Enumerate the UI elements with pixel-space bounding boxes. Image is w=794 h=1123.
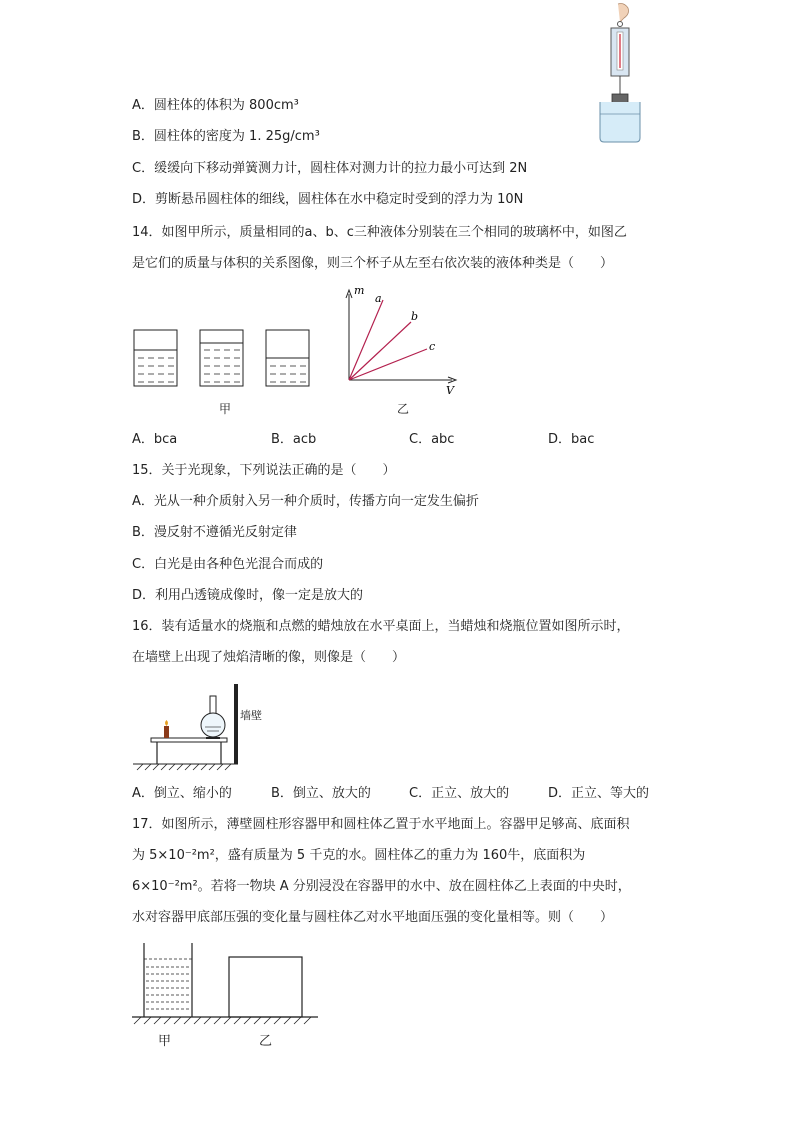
- q16-candle-flask-figure: [133, 682, 243, 772]
- q16-option-d[interactable]: D．正立、等大的: [548, 786, 650, 801]
- q15-option-c[interactable]: C．白光是由各种色光混合而成的: [132, 557, 324, 572]
- axis-v-label: V: [446, 384, 454, 397]
- line-c-label: c: [429, 340, 436, 353]
- line-b-label: b: [411, 310, 419, 323]
- q14-beakers-figure: [132, 328, 312, 390]
- q16-option-c[interactable]: C．正立、放大的: [409, 786, 510, 801]
- q17-cylinder-yi-label: 乙: [259, 1034, 273, 1049]
- q17-stem-line-4: 水对容器甲底部压强的变化量与圆柱体乙对水平地面压强的变化量相等。则（ ）: [132, 910, 614, 925]
- q17-containers-figure: [132, 943, 322, 1025]
- q14-stem-line-2: 是它们的质量与体积的关系图像，则三个杯子从左至右依次装的液体种类是（ ）: [132, 256, 614, 271]
- q16-option-b[interactable]: B．倒立、放大的: [271, 786, 371, 801]
- q16-wall-label: 墙壁: [240, 709, 262, 722]
- q13-option-d[interactable]: D．剪断悬吊圆柱体的细线，圆柱体在水中稳定时受到的浮力为 10N: [132, 192, 524, 207]
- q14-option-d[interactable]: D．bac: [548, 432, 595, 447]
- q15-option-a[interactable]: A．光从一种介质射入另一种介质时，传播方向一定发生偏折: [132, 494, 479, 509]
- q14-mass-volume-graph: [338, 284, 460, 396]
- q14-figure-jia-label: 甲: [219, 402, 232, 416]
- q13-option-b[interactable]: B．圆柱体的密度为 1. 25g/cm³: [132, 129, 320, 144]
- q15-option-d[interactable]: D．利用凸透镜成像时，像一定是放大的: [132, 588, 364, 603]
- q17-stem-line-1: 17．如图所示，薄壁圆柱形容器甲和圆柱体乙置于水平地面上。容器甲足够高、底面积: [132, 817, 630, 832]
- q14-option-c[interactable]: C．abc: [409, 432, 455, 447]
- q16-stem-line-1: 16．装有适量水的烧瓶和点燃的蜡烛放在水平桌面上，当蜡烛和烧瓶位置如图所示时，: [132, 619, 630, 634]
- q14-stem-line-1: 14．如图甲所示，质量相同的a、b、c三种液体分别装在三个相同的玻璃杯中，如图乙: [132, 225, 627, 240]
- axis-m-label: m: [354, 284, 365, 297]
- q14-option-a[interactable]: A．bca: [132, 432, 178, 447]
- q16-stem-line-2: 在墙壁上出现了烛焰清晰的像，则像是（ ）: [132, 650, 406, 665]
- q15-option-b[interactable]: B．漫反射不遵循光反射定律: [132, 525, 297, 540]
- q14-figure-yi-label: 乙: [397, 402, 410, 416]
- q17-container-jia-label: 甲: [158, 1034, 172, 1049]
- spring-scale-figure: [596, 2, 644, 142]
- q13-option-a[interactable]: A．圆柱体的体积为 800cm³: [132, 98, 299, 113]
- line-a-label: a: [375, 292, 382, 305]
- q17-stem-line-2: 为 5×10⁻²m²，盛有质量为 5 千克的水。圆柱体乙的重力为 160牛，底面积为: [132, 848, 586, 863]
- q15-stem: 15．关于光现象，下列说法正确的是（ ）: [132, 463, 396, 478]
- q17-stem-line-3: 6×10⁻²m²。若将一物块 A 分别浸没在容器甲的水中、放在圆柱体乙上表面的中央时，: [132, 879, 631, 894]
- q13-option-c[interactable]: C．缓缓向下移动弹簧测力计，圆柱体对测力计的拉力最小可达到 2N: [132, 161, 528, 176]
- q16-option-a[interactable]: A．倒立、缩小的: [132, 786, 232, 801]
- q14-option-b[interactable]: B．acb: [271, 432, 317, 447]
